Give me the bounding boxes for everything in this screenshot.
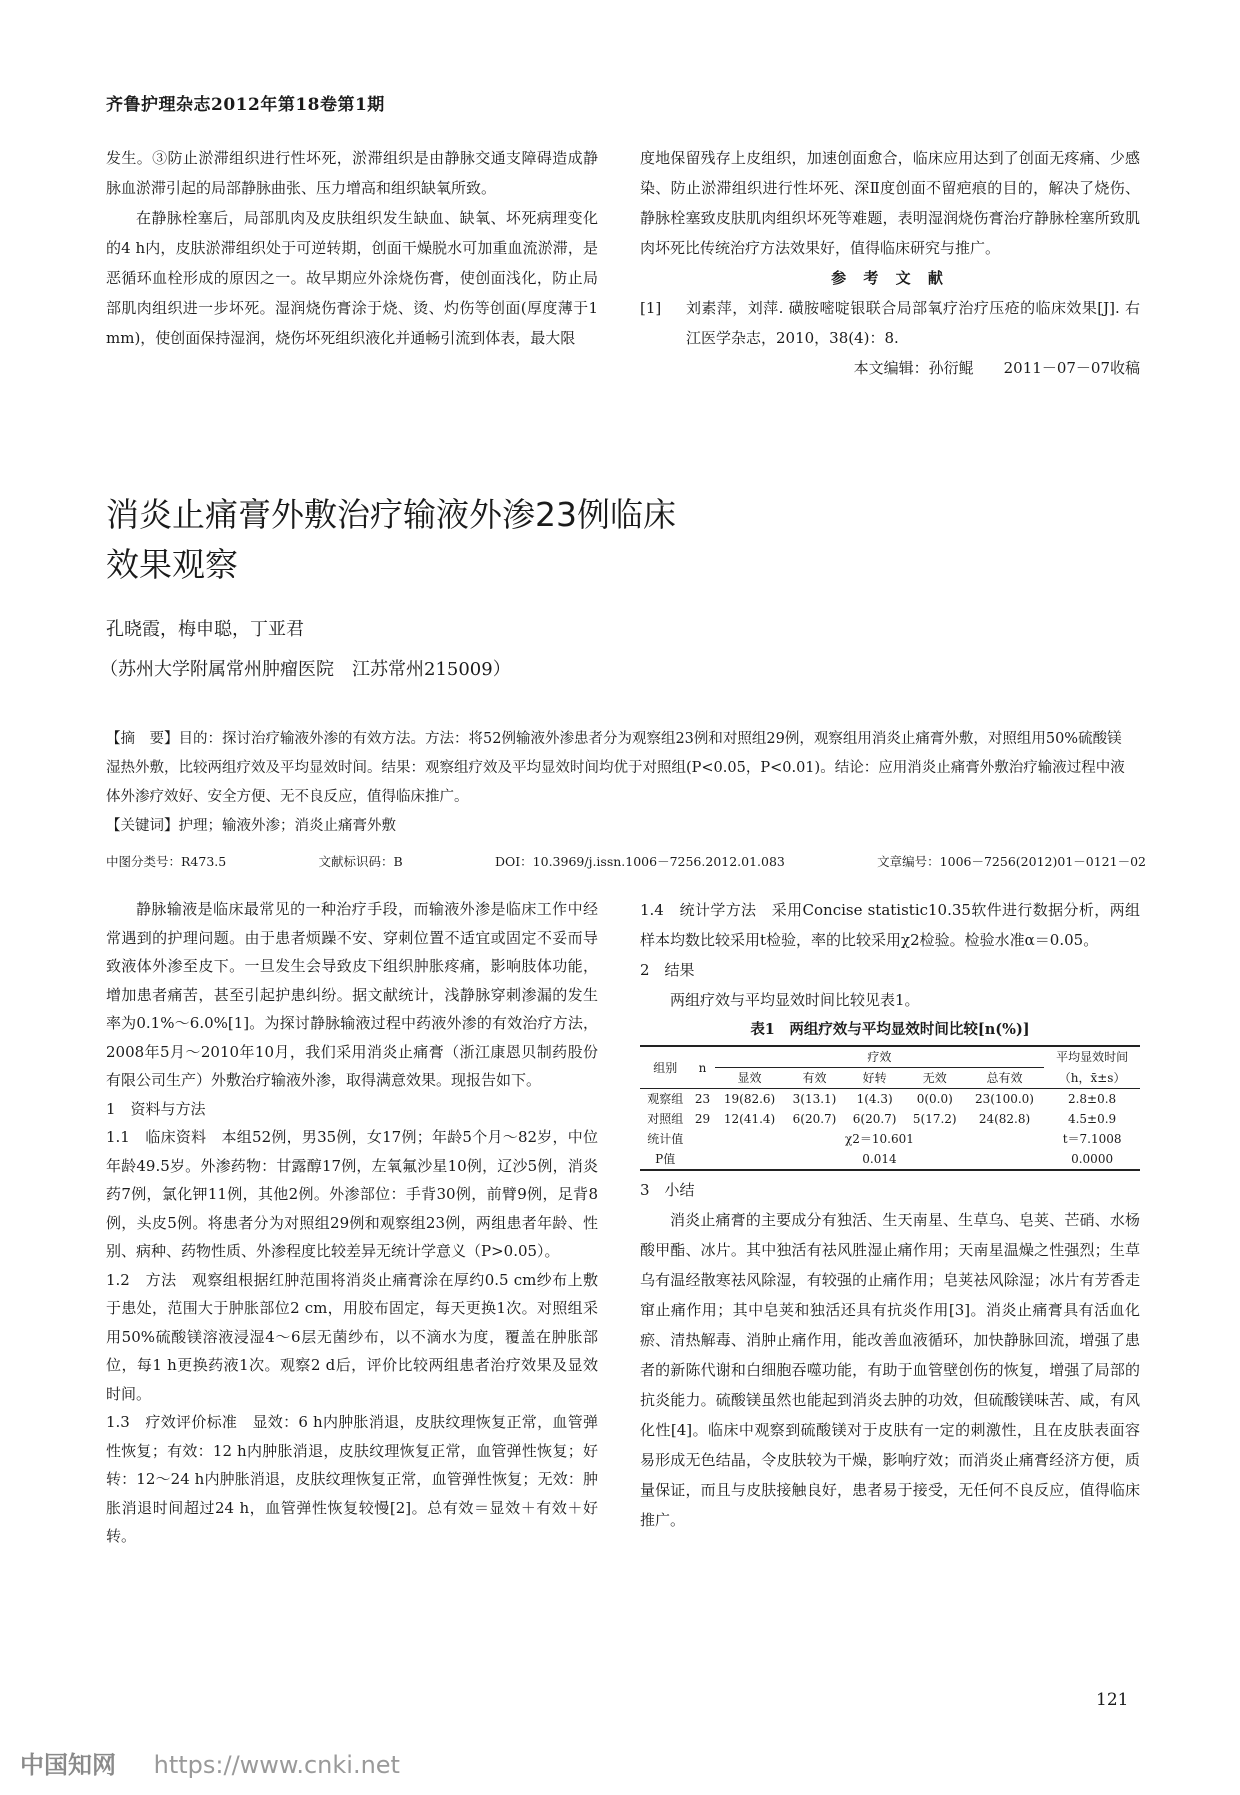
prev-article-right <box>640 143 1140 383</box>
table-subheader: 总有效 <box>986 1071 1023 1085</box>
table-cell: 1(4.3) <box>856 1092 893 1106</box>
paragraph: 两组疗效与平均显效时间比较见表1。 <box>670 991 920 1009</box>
title-line: 消炎止痛膏外敷治疗输液外渗23例临床 <box>106 495 676 534</box>
title-line: 效果观察 <box>106 545 238 584</box>
section-heading: 1 资料与方法 <box>106 1099 206 1118</box>
table-cell: 0(0.0) <box>916 1092 953 1106</box>
table-cell: 19(82.6) <box>723 1092 776 1106</box>
paragraph: 1.3 疗效评价标准 显效：6 h内肿胀消退，皮肤纹理恢复正常，血管弹性恢复；有效：12 h内肿胀消退，皮肤纹理恢复正常，血管弹性恢复；好转：12～24 h内肿胀消退，皮肤纹理恢复正常，血管弹性恢复；无效：肿胀消退时间超过24 h，血管弹性恢复较慢[2]。总有效＝显效＋有效＋好转。 <box>106 1413 598 1545</box>
references-heading: 参 考 文 献 <box>831 269 949 287</box>
table-cell: 统计值 <box>647 1132 684 1146</box>
abstract: 【摘 要】目的：探讨治疗输液外渗的有效方法。方法：将52例输液外渗患者分为观察组23例和对照组29例，观察组用消炎止痛膏外敷，对照组用50%硫酸镁湿热外敷，比较两组疗效及平均显效时间。结果：观察组疗效及平均显效时间均优于对照组(P<0.05，P<0.01)。结论：应用消炎止痛膏外敷治疗输液过程中液体外渗疗效好、安全方便、无不良反应，值得临床推广。 <box>106 731 1125 805</box>
prev-article-left <box>106 143 598 353</box>
paragraph: 1.2 方法 观察组根据红肿范围将消炎止痛膏涂在厚约0.5 cm纱布上敷于患处，范围大于肿胀部位2 cm，用胶布固定，每天更换1次。对照组采用50%硫酸镁溶液浸湿4～6层无菌纱布，以不滴水为度，覆盖在肿胀部位，每1 h更换药液1次。观察2 d后，评价比较两组患者治疗效果及显效时间。 <box>106 1270 598 1403</box>
table-cell: 0.0000 <box>1071 1152 1114 1166</box>
reference-text: 刘素萍，刘萍. 磺胺嘧啶银联合局部氧疗治疗压疮的临床效果[J]. 右江医学杂志，2010，38(4)：8. <box>686 299 1140 347</box>
table-cell: 5(17.2) <box>912 1112 957 1126</box>
page-number: 121 <box>1096 1690 1129 1710</box>
body-right-column <box>640 895 1140 1535</box>
reference-item <box>640 293 1140 353</box>
table-cell: 3(13.1) <box>792 1092 837 1106</box>
table-cell: 23 <box>694 1092 711 1106</box>
table-cell: 观察组 <box>647 1092 684 1106</box>
article-meta <box>106 852 1146 870</box>
table-header: 疗效 <box>715 1046 1045 1068</box>
section-heading: 3 小结 <box>640 1181 695 1199</box>
results-table <box>640 1045 1140 1171</box>
table-subheader: 显效 <box>737 1071 762 1085</box>
keywords: 【关键词】护理；输液外渗；消炎止痛膏外敷 <box>106 818 396 834</box>
table-subheader: 无效 <box>922 1071 947 1085</box>
table-row <box>640 1149 1140 1170</box>
table-cell: 0.014 <box>862 1152 897 1166</box>
table-cell: t＝7.1008 <box>1062 1132 1122 1146</box>
table-cell: 2.8±0.8 <box>1067 1092 1117 1106</box>
paragraph: 发生。③防止淤滞组织进行性坏死，淤滞组织是由静脉交通支障碍造成静脉血淤滞引起的局部静脉曲张、压力增高和组织缺氧所致。 <box>106 149 598 197</box>
paragraph: 度地保留残存上皮组织，加速创面愈合，临床应用达到了创面无疼痛、少感染、防止淤滞组织进行性坏死、深Ⅱ度创面不留疤痕的目的，解决了烧伤、静脉栓塞致皮肤肌肉组织坏死等难题，表明湿润烧伤膏治疗静脉栓塞所致肌肉坏死比传统治疗方法效果好，值得临床研究与推广。 <box>640 149 1140 257</box>
section-heading: 2 结果 <box>640 961 695 979</box>
table-caption: 表1 两组疗效与平均显效时间比较[n(%)] <box>750 1021 1030 1038</box>
cnki-logo: 中国知网 <box>20 1751 116 1779</box>
body-left-column <box>106 895 598 1551</box>
table-row <box>640 1129 1140 1149</box>
reference-number: [1] <box>640 299 662 317</box>
article-title <box>106 490 906 590</box>
table-cell: χ2＝10.601 <box>844 1132 914 1146</box>
paragraph: 1.4 统计学方法 采用Concise statistic10.35软件进行数据分析，两组样本均数比较采用t检验，率的比较采用χ2检验。检验水准α＝0.05。 <box>640 901 1140 949</box>
doc-code: 文献标识码：B <box>318 854 403 869</box>
table-cell: 23(100.0) <box>975 1092 1034 1106</box>
paragraph: 消炎止痛膏的主要成分有独活、生天南星、生草乌、皂荚、芒硝、水杨酸甲酯、冰片。其中独活有祛风胜湿止痛作用；天南星温燥之性强烈；生草乌有温经散寒祛风除湿，有较强的止痛作用；皂荚祛风除湿；冰片有芳香走窜止痛作用；其中皂荚和独活还具有抗炎作用[3]。消炎止痛膏具有活血化瘀、清热解毒、消肿止痛作用，能改善血液循环，加快静脉回流，增强了患者的新陈代谢和白细胞吞噬功能，有助于血管壁创伤的恢复，增强了局部的抗炎能力。硫酸镁虽然也能起到消炎去肿的功效，但硫酸镁味苦、咸，有风化性[4]。临床中观察到硫酸镁对于皮肤有一定的刺激性，且在皮肤表面容易形成无色结晶，令皮肤较为干燥，影响疗效；而消炎止痛膏经济方便，质量保证，而且与皮肤接触良好，患者易于接受，无任何不良反应，值得临床推广。 <box>640 1211 1140 1529</box>
table-row <box>640 1089 1140 1110</box>
table-cell: 6(20.7) <box>852 1112 897 1126</box>
table-subheader: 好转 <box>862 1071 887 1085</box>
paragraph: 静脉输液是临床最常见的一种治疗手段，而输液外渗是临床工作中经常遇到的护理问题。由于患者烦躁不安、穿刺位置不适宜或固定不妥而导致液体外渗至皮下。一旦发生会导致皮下组织肿胀疼痛，影响肢体功能，增加患者痛苦，甚至引起护患纠纷。据文献统计，浅静脉穿刺渗漏的发生率为0.1%～6.0%[1]。为探讨静脉输液过程中药液外渗的有效治疗方法，2008年5月～2010年10月，我们采用消炎止痛膏（浙江康恩贝制药股份有限公司生产）外敷治疗输液外渗，取得满意效果。现报告如下。 <box>106 900 598 1089</box>
article-number: 文章编号：1006－7256(2012)01－0121－02 <box>877 854 1146 869</box>
affiliation: （苏州大学附属常州肿瘤医院 江苏常州215009） <box>100 659 511 680</box>
paragraph: 1.1 临床资料 本组52例，男35例，女17例；年龄5个月～82岁，中位年龄49.5岁。外渗药物：甘露醇17例，左氧氟沙星10例，辽沙5例，消炎药7例，氯化钾11例，其他2例。外渗部位：手背30例，前臂9例，足背8例，头皮5例。将患者分为对照组29例和观察组23例，两组患者年龄、性别、病种、药物性质、外渗程度比较差异无统计学意义（P>0.05）。 <box>106 1128 598 1260</box>
table-cell: 对照组 <box>647 1112 684 1126</box>
table-subheader: 有效 <box>802 1071 827 1085</box>
editor-signature: 本文编辑：孙衍鲲 2011－07－07收稿 <box>853 359 1140 377</box>
abstract-block <box>106 725 1136 841</box>
table-header: 平均显效时间 <box>1056 1050 1129 1065</box>
table-cell: 24(82.8) <box>978 1112 1031 1126</box>
doi: DOI：10.3969/j.issn.1006－7256.2012.01.083 <box>494 854 785 869</box>
journal-header: 齐鲁护理杂志2012年第18卷第1期 <box>106 95 385 115</box>
cnki-url[interactable]: https://www.cnki.net <box>153 1751 400 1779</box>
table-cell: 4.5±0.9 <box>1067 1112 1117 1126</box>
table-cell: P值 <box>655 1152 676 1166</box>
footer-watermark <box>20 1745 400 1780</box>
table-cell: 12(41.4) <box>723 1112 776 1126</box>
clc-number: 中图分类号：R473.5 <box>106 854 227 869</box>
table-header: n <box>690 1046 714 1089</box>
table-cell: 6(20.7) <box>792 1112 837 1126</box>
authors: 孔晓霞，梅申聪，丁亚君 <box>106 619 304 640</box>
table-row <box>640 1109 1140 1129</box>
table-header: 组别 <box>640 1046 690 1089</box>
paragraph: 在静脉栓塞后，局部肌肉及皮肤组织发生缺血、缺氧、坏死病理变化的4 h内，皮肤淤滞组织处于可逆转期，创面干燥脱水可加重血流淤滞，是恶循环血栓形成的原因之一。故早期应外涂烧伤膏，使创面浅化，防止局部肌肉组织进一步坏死。湿润烧伤膏涂于烧、烫、灼伤等创面(厚度薄于1 mm)，使创面保持湿润，烧伤坏死组织液化并通畅引流到体表，最大限 <box>106 209 598 347</box>
table-subheader: （h，x̄±s） <box>1058 1070 1126 1085</box>
table-cell: 29 <box>694 1112 711 1126</box>
